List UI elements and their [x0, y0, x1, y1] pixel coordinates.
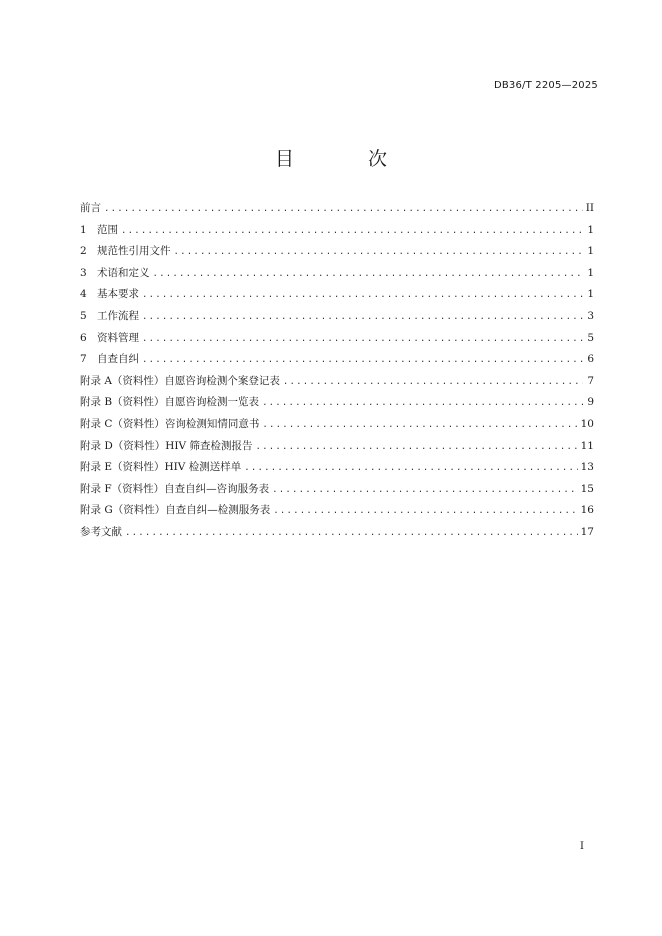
toc-entry-label: 规范性引用文件 [97, 245, 171, 258]
toc-entry-label: 附录 D（资料性）HIV 筛查检测报告 [80, 439, 253, 452]
toc-dot-leader [272, 480, 578, 501]
toc-entry-page: 1 [587, 245, 594, 258]
toc-dot-leader [142, 307, 583, 328]
toc-entry[interactable] [80, 220, 594, 242]
toc-entry[interactable] [80, 414, 594, 436]
table-of-contents [80, 198, 594, 544]
toc-entry-page: 1 [587, 266, 594, 279]
toc-dot-leader [244, 458, 577, 479]
toc-entry[interactable] [80, 241, 594, 263]
toc-entry-label: 附录 F（资料性）自查自纠—咨询服务表 [80, 482, 270, 495]
toc-entry[interactable] [80, 284, 594, 306]
toc-entry[interactable] [80, 479, 594, 501]
toc-entry-number: 5 [80, 309, 87, 322]
toc-dot-leader [262, 415, 577, 436]
toc-entry[interactable] [80, 263, 594, 285]
toc-title: 目 次 [274, 148, 422, 170]
toc-entry-number: 1 [80, 223, 87, 236]
page-number: I [580, 841, 584, 852]
toc-entry[interactable] [80, 457, 594, 479]
toc-entry[interactable] [80, 198, 594, 220]
toc-entry[interactable] [80, 306, 594, 328]
toc-entry-page: 6 [587, 353, 594, 366]
toc-dot-leader [262, 393, 583, 414]
toc-entry-page: 16 [580, 504, 594, 517]
toc-entry-page: 9 [587, 396, 594, 409]
toc-dot-leader [153, 264, 584, 285]
toc-entry-page: 10 [580, 417, 594, 430]
toc-dot-leader [283, 372, 583, 393]
toc-entry-page: 11 [580, 439, 594, 452]
toc-entry-page: 13 [580, 461, 594, 474]
toc-entry-label: 自查自纠 [97, 353, 139, 366]
toc-dot-leader [273, 501, 577, 522]
toc-entry-number: 6 [80, 331, 87, 344]
toc-entry-number: 3 [80, 266, 87, 279]
toc-entry-number: 7 [80, 353, 87, 366]
toc-dot-leader [142, 329, 583, 350]
toc-entry-page: 1 [587, 288, 594, 301]
toc-entry-label: 资料管理 [97, 331, 139, 344]
toc-entry-label: 附录 E（资料性）HIV 检测送样单 [80, 461, 242, 474]
toc-dot-leader [121, 221, 583, 242]
toc-entry-label: 范围 [97, 223, 118, 236]
toc-entry-page: 1 [587, 223, 594, 236]
document-code: DB36/T 2205—2025 [493, 80, 598, 91]
toc-entry-label: 附录 G（资料性）自查自纠—检测服务表 [80, 504, 271, 517]
toc-entry-label: 工作流程 [97, 309, 139, 322]
toc-entry-number: 4 [80, 288, 87, 301]
toc-entry[interactable] [80, 328, 594, 350]
toc-entry-page: 15 [580, 482, 594, 495]
toc-dot-leader [255, 437, 577, 458]
toc-dot-leader [174, 242, 584, 263]
toc-entry-label: 附录 A（资料性）自愿咨询检测个案登记表 [80, 374, 280, 387]
toc-entry[interactable] [80, 436, 594, 458]
toc-entry[interactable] [80, 349, 594, 371]
toc-dot-leader [125, 523, 578, 544]
toc-dot-leader [104, 199, 583, 220]
toc-dot-leader [142, 350, 583, 371]
toc-entry-label: 附录 B（资料性）自愿咨询检测一览表 [80, 396, 260, 409]
toc-entry-page: 3 [587, 309, 594, 322]
toc-entry[interactable] [80, 500, 594, 522]
toc-entry-page: II [585, 202, 594, 214]
toc-entry[interactable] [80, 522, 594, 544]
toc-dot-leader [142, 285, 583, 306]
toc-entry-label: 附录 C（资料性）咨询检测知情同意书 [80, 417, 260, 430]
toc-entry-label: 基本要求 [97, 288, 139, 301]
toc-entry-label: 前言 [80, 202, 101, 214]
toc-entry-page: 5 [587, 331, 594, 344]
toc-entry-page: 7 [587, 374, 594, 387]
toc-entry-number: 2 [80, 245, 87, 258]
toc-entry[interactable] [80, 392, 594, 414]
toc-entry[interactable] [80, 371, 594, 393]
toc-entry-label: 参考文献 [80, 525, 122, 538]
toc-entry-label: 术语和定义 [97, 266, 150, 279]
toc-entry-page: 17 [580, 525, 594, 538]
